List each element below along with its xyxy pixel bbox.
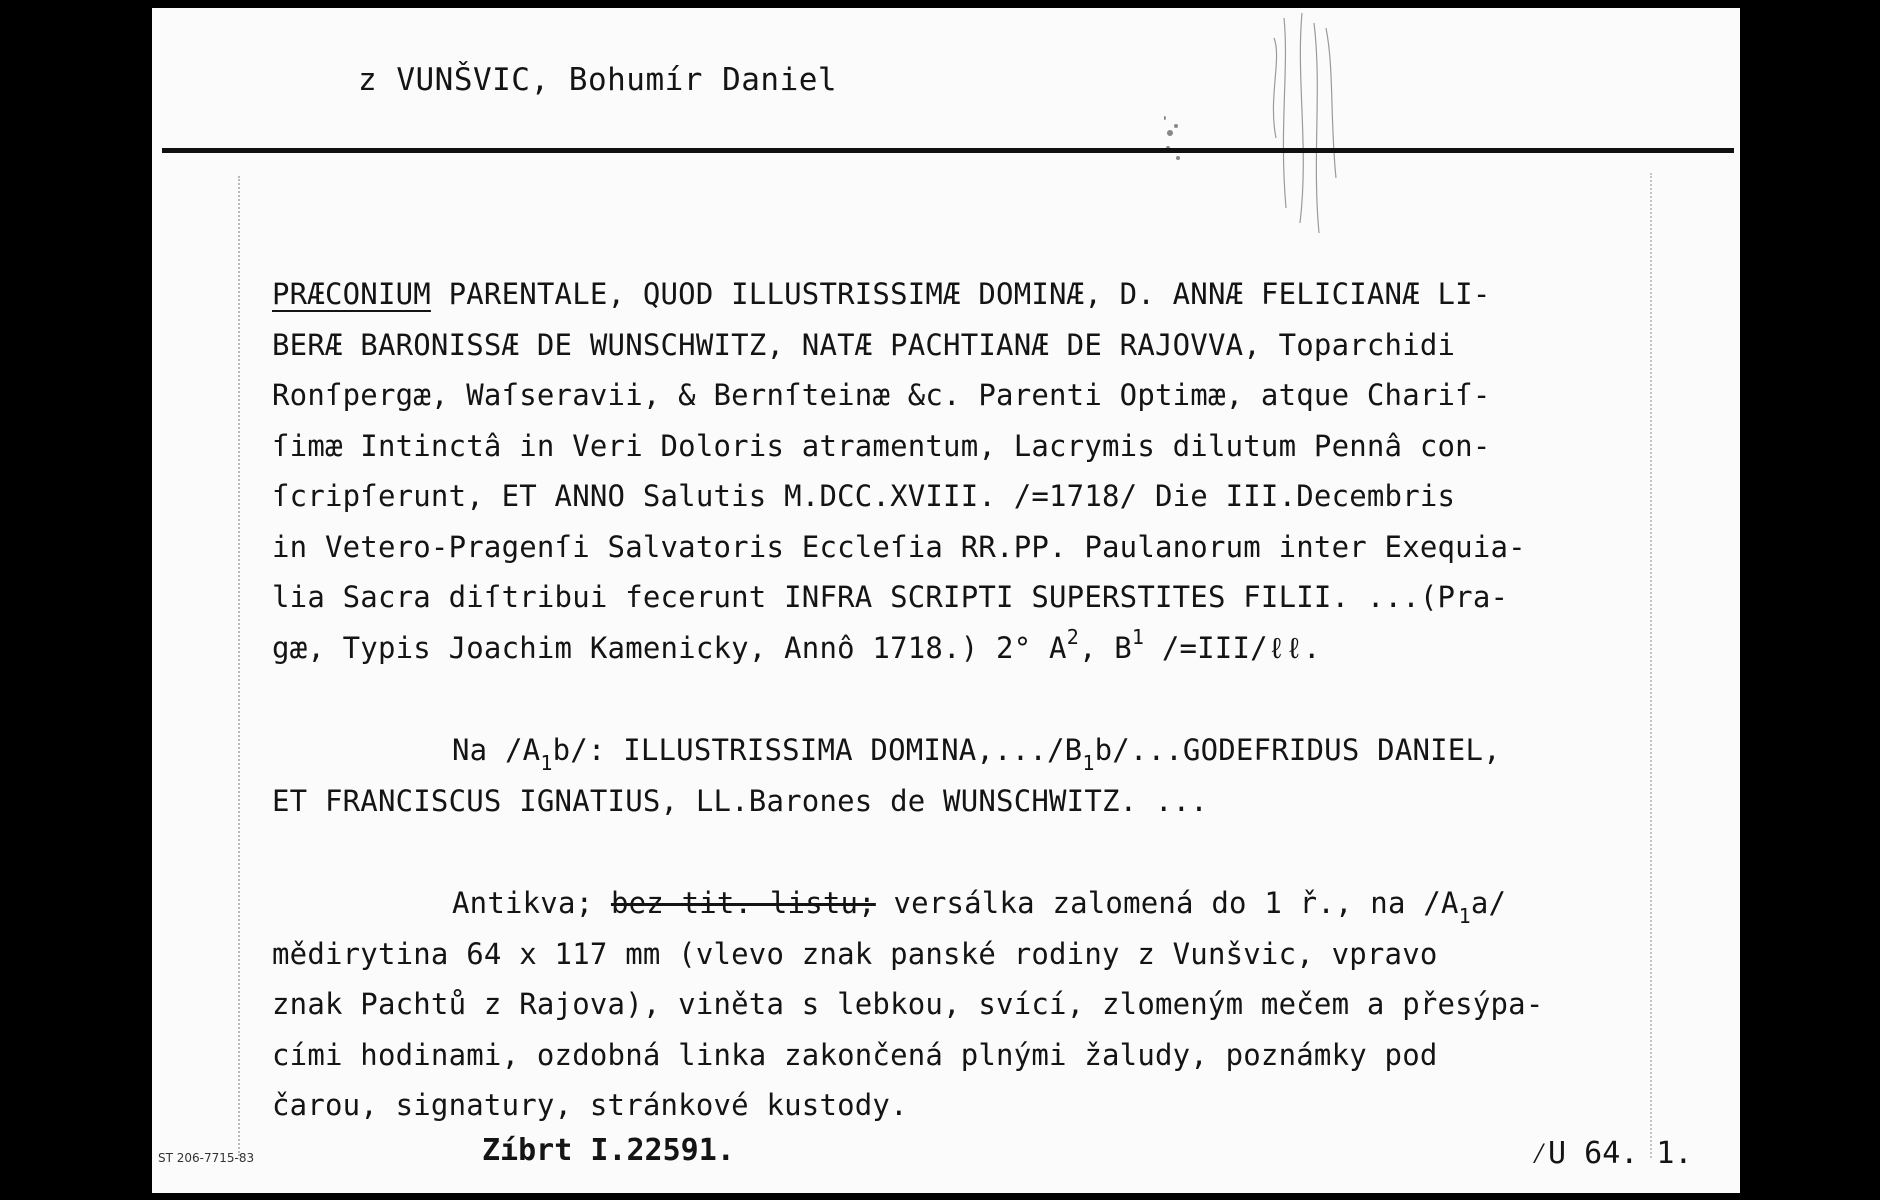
- card-heading: z VUNŠVIC, Bohumír Daniel: [358, 62, 838, 98]
- card-body: [272, 269, 1712, 1131]
- description-line: znak Pachtů z Rajova), viněta s lebkou, svící, zlomeným mečem a přesýpa-: [272, 987, 1544, 1021]
- signature-b-count: 1: [1131, 624, 1145, 649]
- description-rest: versálka zalomená do 1 ř., na /A: [875, 886, 1459, 920]
- title-line-rest: PARENTALE, QUOD ILLUSTRISSIMÆ DOMINÆ, D. ANNÆ FELICIANÆ LI-: [430, 277, 1491, 311]
- heading-rule: [162, 148, 1734, 153]
- title-line: Ronſpergæ, Waſseravii, & Bernſteinæ &c. Parenti Optimæ, atque Chariſ-: [272, 378, 1491, 412]
- imprint-text: gæ, Typis Joachim Kamenicky, Annô 1718.) 2° A: [272, 630, 1067, 665]
- pencil-smudge: [1164, 8, 1494, 238]
- note-part-1: Na /A: [452, 733, 541, 767]
- description-start: Antikva;: [452, 886, 611, 920]
- title-line: in Vetero-Pragenſi Salvatoris Eccleſia RR.PP. Paulanorum inter Exequia-: [272, 529, 1526, 564]
- struck-text: bez tit. listu;: [610, 886, 876, 920]
- note-line: [272, 725, 1712, 776]
- note-sub-2: 1: [1082, 751, 1095, 775]
- title-line: [272, 269, 1712, 320]
- paragraph-gap: [272, 826, 1712, 878]
- imprint-line: [272, 623, 1712, 674]
- bibliography-reference: Zíbrt I.22591.: [482, 1133, 735, 1168]
- description-line: čarou, signatury, stránkové kustody.: [272, 1088, 908, 1122]
- title-line: lia Sacra diſtribui fecerunt INFRA SCRIPTI SUPERSTITES FILII. ...(Pra-: [272, 580, 1509, 614]
- note-part-2: b/: ILLUSTRISSIMA DOMINA,.../B: [552, 733, 1083, 767]
- title-line: ſimæ Intinctâ in Veri Doloris atramentum, Lacrymis dilutum Pennâ con-: [272, 428, 1491, 463]
- description-line: [272, 878, 1712, 929]
- description-sub: 1: [1458, 904, 1471, 928]
- catalog-card: [152, 8, 1740, 1193]
- imprint-tail: /=III/ℓℓ.: [1144, 630, 1321, 665]
- title-first-word: PRÆCONIUM: [272, 277, 431, 311]
- description-end: a/: [1470, 886, 1507, 920]
- imprint-comma: , B: [1078, 630, 1132, 665]
- note-line: ET FRANCISCUS IGNATIUS, LL.Barones de WUNSCHWITZ. ...: [272, 783, 1208, 818]
- title-line: ſcripſerunt, ET ANNO Salutis M.DCC.XVIII. /=1718/ Die III.Decembris: [272, 479, 1456, 513]
- printer-code: ST 206-7715-83: [158, 1151, 255, 1165]
- note-sub-1: 1: [540, 751, 553, 775]
- shelfmark: ⁄U 64. 1.: [1530, 1136, 1693, 1171]
- title-line: BERÆ BARONISSÆ DE WUNSCHWITZ, NATÆ PACHTIANÆ DE RAJOVVA, Toparchidi: [272, 327, 1456, 362]
- signature-a-count: 2: [1066, 624, 1079, 649]
- description-line: cími hodinami, ozdobná linka zakončená plnými žaludy, poznámky pod: [272, 1037, 1438, 1072]
- description-line: mědirytina 64 x 117 mm (vlevo znak panské rodiny z Vunšvic, vpravo: [272, 936, 1438, 971]
- paragraph-gap: [272, 673, 1712, 725]
- note-part-3: b/...GODEFRIDUS DANIEL,: [1094, 733, 1501, 767]
- left-margin-line: [238, 176, 240, 1156]
